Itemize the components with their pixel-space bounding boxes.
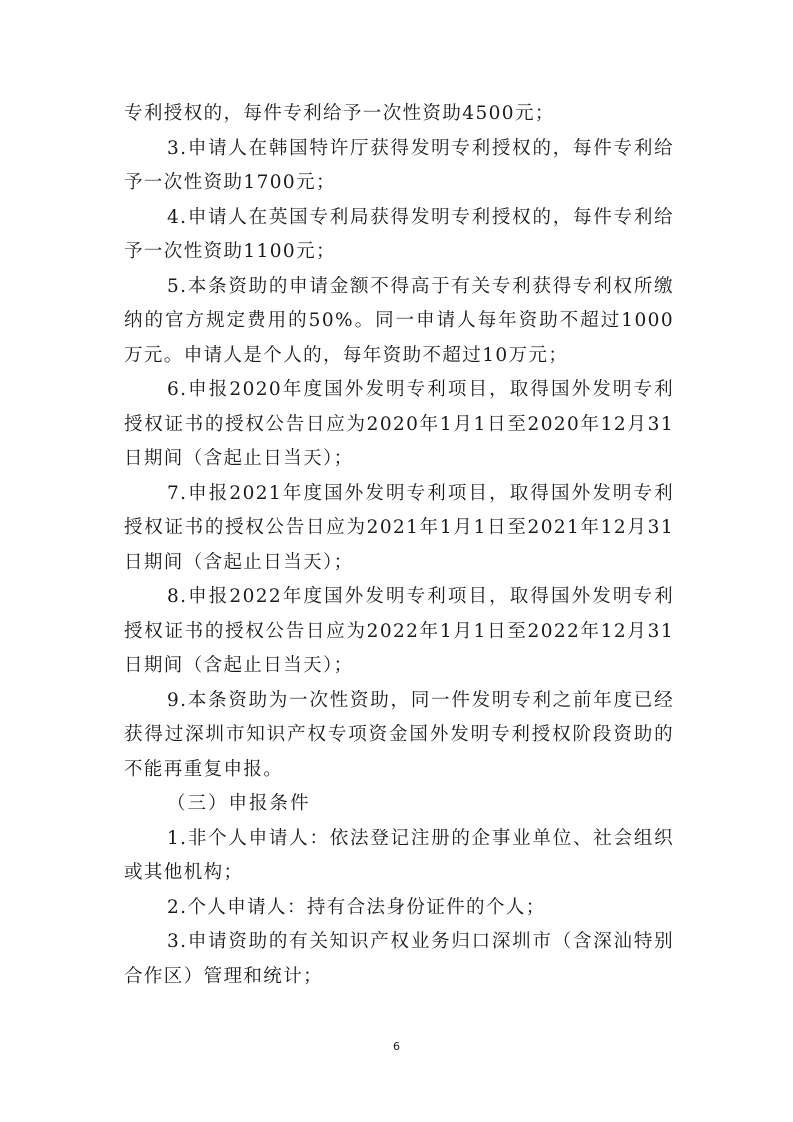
paragraph-item-6: 6.申报2020年度国外发明专利项目，取得国外发明专利授权证书的授权公告日应为2020年1月1日至2020年12月31日期间（含起止日当天）；: [124, 379, 674, 469]
paragraph-item-8: 8.申报2022年度国外发明专利项目，取得国外发明专利授权证书的授权公告日应为2022年1月1日至2022年12月31日期间（含起止日当天）；: [124, 586, 674, 676]
paragraph-condition-3: 3.申请资助的有关知识产权业务归口深圳市（含深汕特别合作区）管理和统计；: [124, 931, 674, 987]
section-heading: （三）申报条件: [167, 793, 311, 814]
paragraph-item-5: 5.本条资助的申请金额不得高于有关专利获得专利权所缴纳的官方规定费用的50%。同一申请人每年资助不超过1000万元。申请人是个人的，每年资助不超过10万元；: [124, 275, 674, 366]
paragraph-condition-1: 1.非个人申请人：依法登记注册的企事业单位、社会组织或其他机构；: [124, 827, 674, 883]
paragraph-item-7: 7.申报2021年度国外发明专利项目，取得国外发明专利授权证书的授权公告日应为2021年1月1日至2021年12月31日期间（含起止日当天）；: [124, 482, 674, 573]
paragraph-condition-2: 2.个人申请人：持有合法身份证件的个人；: [167, 896, 546, 918]
paragraph-item-4: 4.申请人在英国专利局获得发明专利授权的，每件专利给予一次性资助1100元；: [124, 206, 674, 262]
page-number: 6: [393, 1040, 400, 1053]
paragraph-continuation: 专利授权的，每件专利给予一次性资助4500元；: [124, 103, 555, 124]
paragraph-item-9: 9.本条资助为一次性资助，同一件发明专利之前年度已经获得过深圳市知识产权专项资金国外发明专利授权阶段资助的不能再重复申报。: [124, 689, 674, 780]
document-body: [124, 97, 674, 994]
paragraph-item-3: 3.申请人在韩国特许厅获得发明专利授权的，每件专利给予一次性资助1700元；: [124, 137, 674, 193]
